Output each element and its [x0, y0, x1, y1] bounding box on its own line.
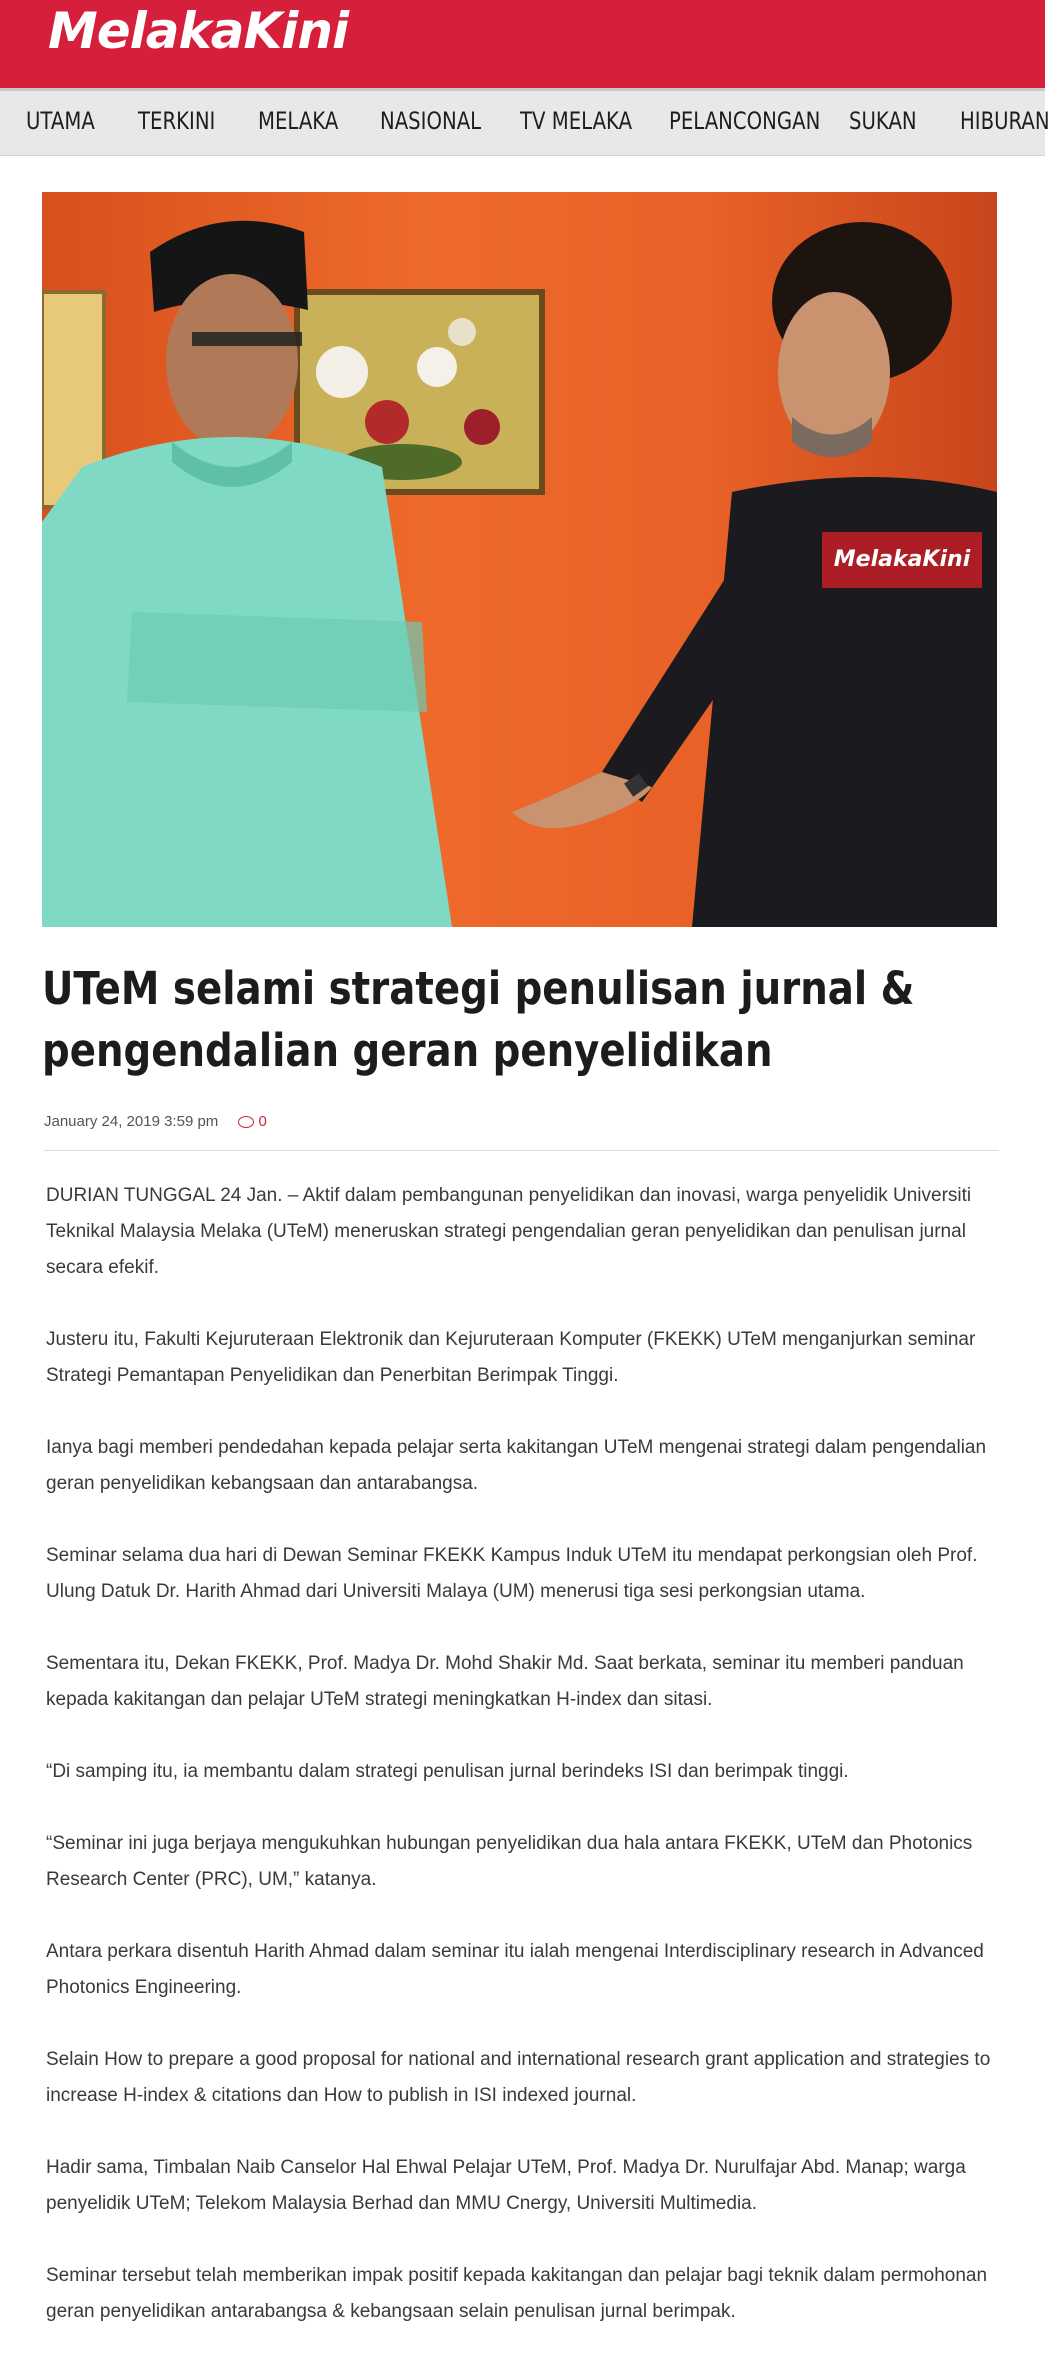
nav-item-utama[interactable]: UTAMA [26, 107, 95, 135]
nav-item-hiburan[interactable]: HIBURAN [960, 107, 1050, 135]
comment-bubble-icon [238, 1116, 254, 1128]
article-body [46, 1178, 1006, 2366]
article-paragraph: Justeru itu, Fakulti Kejuruteraan Elektronik dan Kejuruteraan Komputer (FKEKK) UTeM menganjurkan seminar Strategi Pemantapan Penyelidikan dan Penerbitan Berimpak Tinggi. [46, 1329, 976, 1386]
nav-item-tv-melaka[interactable]: TV MELAKA [520, 107, 633, 135]
meta-divider [44, 1150, 999, 1151]
article-paragraph: “Seminar ini juga berjaya mengukuhkan hubungan penyelidikan dua hala antara FKEKK, UTeM dan Photonics Research Center (PRC), UM,” katanya. [46, 1833, 973, 1890]
article-paragraph: Seminar tersebut telah memberikan impak positif kepada kakitangan dan pelajar bagi teknik dalam permohonan geran penyelidikan antarabangsa & kebangsaan selain penulisan jurnal berimpak. [46, 2265, 988, 2322]
image-watermark: MelakaKini [822, 532, 982, 588]
article-paragraph: DURIAN TUNGGAL 24 Jan. – Aktif dalam pembangunan penyelidikan dan inovasi, warga penyelidik Universiti Teknikal Malaysia Melaka (UTeM) meneruskan strategi pengendalian geran penyelidikan dan penulisan jurnal secara efekif. [46, 1185, 972, 1278]
article-date: January 24, 2019 3:59 pm [44, 1113, 219, 1130]
site-header [0, 0, 1045, 89]
comment-count: 0 [258, 1113, 267, 1130]
nav-item-pelancongan[interactable]: PELANCONGAN [669, 107, 821, 135]
main-nav [0, 88, 1050, 156]
nav-item-terkini[interactable]: TERKINI [138, 107, 216, 135]
article-meta [44, 1113, 267, 1130]
article-paragraph: Antara perkara disentuh Harith Ahmad dalam seminar itu ialah mengenai Interdisciplinary research in Advanced Photonics Engineering. [46, 1941, 984, 1998]
article-paragraph: “Di samping itu, ia membantu dalam strategi penulisan jurnal berindeks ISI dan berimpak tinggi. [46, 1761, 849, 1782]
site-logo[interactable]: MelakaKini [48, 2, 349, 60]
featured-image [42, 192, 997, 927]
nav-item-melaka[interactable]: MELAKA [258, 107, 339, 135]
article-paragraph: Sementara itu, Dekan FKEKK, Prof. Madya Dr. Mohd Shakir Md. Saat berkata, seminar itu memberi panduan kepada kakitangan dan pelajar UTeM strategi meningkatkan H-index dan sitasi. [46, 1653, 964, 1710]
article-paragraph: Hadir sama, Timbalan Naib Canselor Hal Ehwal Pelajar UTeM, Prof. Madya Dr. Nurulfajar Abd. Manap; warga penyelidik UTeM; Telekom Malaysia Berhad dan MMU Cnergy, Universiti Multimedia. [46, 2157, 966, 2214]
comment-link[interactable] [238, 1113, 266, 1130]
article-paragraph: Ianya bagi memberi pendedahan kepada pelajar serta kakitangan UTeM mengenai strategi dalam pengendalian geran penyelidikan kebangsaan dan antarabangsa. [46, 1437, 987, 1494]
article-paragraph: Selain How to prepare a good proposal for national and international research grant application and strategies to increase H-index & citations dan How to publish in ISI indexed journal. [46, 2049, 991, 2106]
nav-item-sukan[interactable]: SUKAN [849, 107, 917, 135]
article-title: UTeM selami strategi penulisan jurnal & pengendalian geran penyelidikan [42, 962, 915, 1077]
nav-item-nasional[interactable]: NASIONAL [380, 107, 482, 135]
article-paragraph: Seminar selama dua hari di Dewan Seminar FKEKK Kampus Induk UTeM itu mendapat perkongsian oleh Prof. Ulung Datuk Dr. Harith Ahmad dari Universiti Malaya (UM) menerusi tiga sesi perkongsian utama. [46, 1545, 978, 1602]
